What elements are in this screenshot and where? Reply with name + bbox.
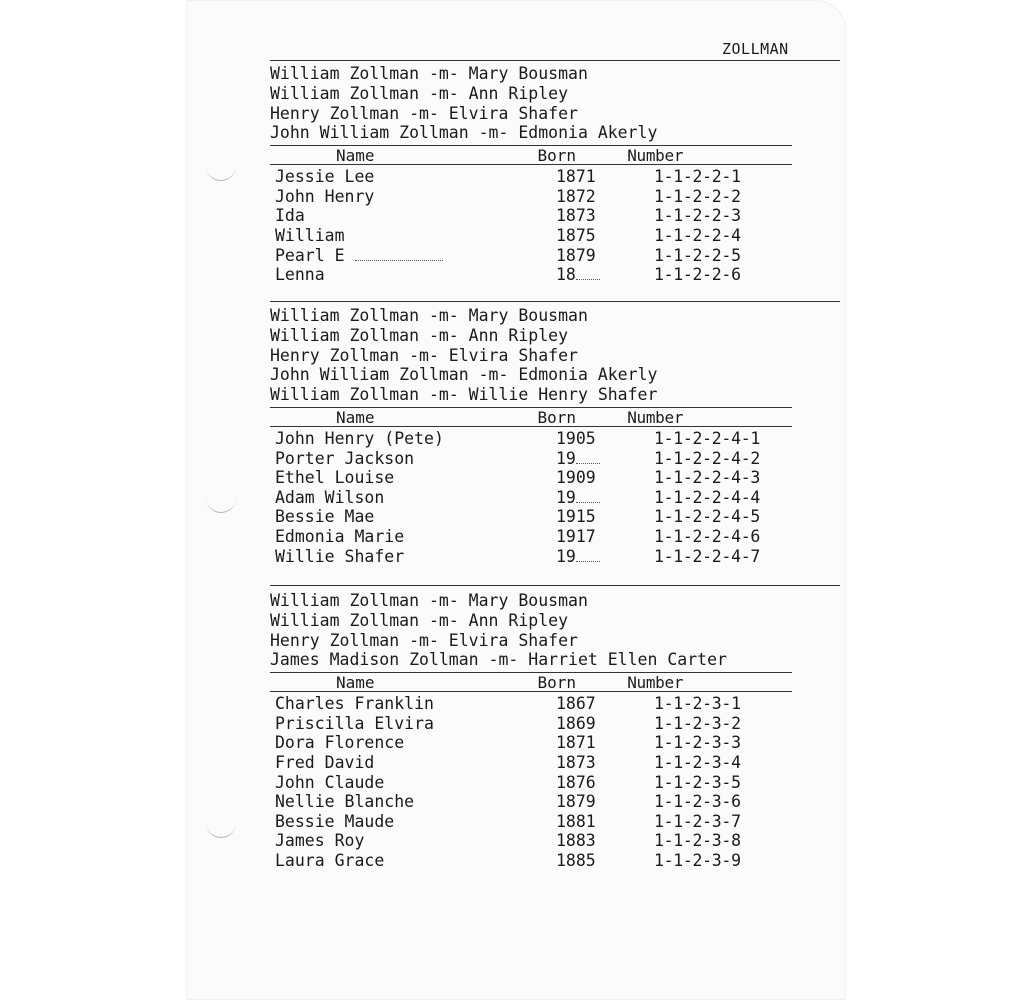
child-born: 1867 (556, 694, 596, 714)
blank-dotted-line (355, 260, 443, 261)
child-name: Jessie Lee (275, 167, 375, 187)
table-row (270, 527, 840, 547)
table-row (270, 507, 840, 527)
child-number: 1-1-2-2-4-2 (654, 448, 760, 468)
lineage-line: William Zollman -m- Ann Ripley (270, 325, 569, 345)
header-born: Born (537, 407, 576, 427)
child-number: 1-1-2-2-2 (654, 186, 741, 206)
child-number: 1-1-2-2-3 (654, 206, 741, 226)
lineage-line: William Zollman -m- Mary Bousman (270, 64, 588, 83)
table-row (270, 429, 840, 449)
table-row (270, 226, 840, 246)
table-row (270, 773, 840, 793)
child-born: 1879 (556, 792, 596, 812)
child-born: 1905 (556, 428, 596, 448)
child-number: 1-1-2-3-6 (654, 792, 741, 812)
table-row (270, 187, 840, 207)
table-row (270, 206, 840, 226)
child-number: 1-1-2-2-4-3 (654, 468, 760, 488)
header-born: Born (537, 673, 576, 693)
table-header (270, 408, 792, 426)
lineage-line: John William Zollman -m- Edmonia Akerly (270, 123, 658, 143)
table-header (270, 146, 792, 164)
child-name: Nellie Blanche (275, 792, 415, 812)
child-born: 1881 (556, 811, 596, 831)
header-number: Number (627, 673, 684, 693)
lineage-list (270, 64, 840, 143)
lineage-line: William Zollman -m- Mary Bousman (270, 306, 588, 325)
child-born: 1872 (556, 186, 596, 206)
child-name: John Claude (275, 772, 385, 792)
child-name: Lenna (275, 265, 325, 285)
table-row (270, 792, 840, 812)
lineage-line: John William Zollman -m- Edmonia Akerly (270, 365, 658, 385)
header-name: Name (336, 407, 375, 427)
child-name: Porter Jackson (275, 448, 415, 468)
child-born: 19 (556, 546, 576, 566)
table-row (270, 851, 840, 871)
header-number: Number (627, 146, 684, 166)
child-born-cell (556, 449, 654, 469)
table-row (270, 733, 840, 753)
child-number: 1-1-2-2-4-1 (654, 428, 760, 448)
child-name-cell (270, 246, 556, 266)
blank-dotted-line (576, 502, 600, 503)
table-row (270, 246, 840, 266)
child-born: 19 (556, 448, 576, 468)
child-name: Bessie Maude (275, 811, 395, 831)
blank-dotted-line (576, 279, 600, 280)
children-table (270, 167, 840, 285)
child-name: Edmonia Marie (275, 526, 405, 546)
table-row (270, 265, 840, 285)
child-number: 1-1-2-3-7 (654, 811, 741, 831)
child-born: 1909 (556, 468, 596, 488)
child-number: 1-1-2-2-1 (654, 167, 741, 187)
table-row (270, 547, 840, 567)
blank-dotted-line (576, 561, 600, 562)
child-born-cell (556, 547, 654, 567)
header-number: Number (627, 407, 684, 427)
lineage-line: James Madison Zollman -m- Harriet Ellen Carter (270, 650, 727, 670)
child-number: 1-1-2-3-2 (654, 713, 741, 733)
child-born: 1873 (556, 206, 596, 226)
table-row (270, 753, 840, 773)
child-number: 1-1-2-2-4 (654, 225, 741, 245)
children-table (270, 429, 840, 566)
child-born-cell (556, 488, 654, 508)
children-table (270, 694, 840, 870)
child-name: Pearl E (275, 245, 345, 265)
child-number: 1-1-2-3-3 (654, 733, 741, 753)
child-name: Ethel Louise (275, 468, 395, 488)
child-born: 1871 (556, 733, 596, 753)
child-name: Bessie Mae (275, 507, 375, 527)
child-number: 1-1-2-2-5 (654, 245, 741, 265)
child-born: 1875 (556, 225, 596, 245)
blank-dotted-line (576, 463, 600, 464)
child-name: Willie Shafer (275, 546, 405, 566)
header-name: Name (336, 146, 375, 166)
lineage-line: Henry Zollman -m- Elvira Shafer (270, 103, 578, 123)
lineage-list (270, 591, 840, 670)
child-name: John Henry (Pete) (275, 428, 444, 448)
lineage-line: Henry Zollman -m- Elvira Shafer (270, 630, 578, 650)
child-number: 1-1-2-2-4-7 (654, 546, 760, 566)
card-surname: ZOLLMAN (722, 40, 789, 58)
table-row (270, 831, 840, 851)
child-number: 1-1-2-2-4-6 (654, 526, 760, 546)
child-born: 1869 (556, 713, 596, 733)
lineage-line: Henry Zollman -m- Elvira Shafer (270, 345, 578, 365)
child-born: 1915 (556, 507, 596, 527)
child-number: 1-1-2-2-4-5 (654, 507, 760, 527)
child-name: Fred David (275, 752, 375, 772)
child-number: 1-1-2-3-8 (654, 831, 741, 851)
family-section (270, 306, 840, 566)
lineage-line: William Zollman -m- Willie Henry Shafer (270, 385, 658, 405)
lineage-list (270, 306, 840, 405)
child-name: Ida (275, 206, 305, 226)
child-number: 1-1-2-2-6 (654, 265, 741, 285)
child-name: Dora Florence (275, 733, 405, 753)
header-rule (270, 60, 840, 61)
table-header (270, 673, 792, 691)
table-row (270, 449, 840, 469)
lineage-line: William Zollman -m- Ann Ripley (270, 83, 569, 103)
child-number: 1-1-2-3-9 (654, 850, 741, 870)
header-name: Name (336, 673, 375, 693)
table-row (270, 488, 840, 508)
section-divider (270, 301, 840, 302)
section-divider (270, 585, 840, 586)
child-name: John Henry (275, 186, 375, 206)
family-section (270, 64, 840, 285)
child-name: Charles Franklin (275, 694, 434, 714)
table-row (270, 468, 840, 488)
family-section (270, 591, 840, 871)
child-name: Adam Wilson (275, 487, 385, 507)
child-number: 1-1-2-3-5 (654, 772, 741, 792)
child-born: 1871 (556, 167, 596, 187)
lineage-line: William Zollman -m- Ann Ripley (270, 610, 569, 630)
child-born: 19 (556, 487, 576, 507)
child-name: Laura Grace (275, 850, 385, 870)
child-born: 1879 (556, 245, 596, 265)
child-number: 1-1-2-3-1 (654, 694, 741, 714)
table-row (270, 694, 840, 714)
child-number: 1-1-2-3-4 (654, 752, 741, 772)
child-born: 1883 (556, 831, 596, 851)
table-row (270, 167, 840, 187)
child-number: 1-1-2-2-4-4 (654, 487, 760, 507)
child-born: 18 (556, 265, 576, 285)
child-born: 1876 (556, 772, 596, 792)
child-name: Priscilla Elvira (275, 713, 434, 733)
lineage-line: William Zollman -m- Mary Bousman (270, 591, 588, 610)
child-born: 1873 (556, 752, 596, 772)
table-row (270, 714, 840, 734)
child-born-cell (556, 265, 654, 285)
header-born: Born (537, 146, 576, 166)
child-name: William (275, 225, 345, 245)
child-born: 1917 (556, 526, 596, 546)
table-row (270, 812, 840, 832)
child-born: 1885 (556, 850, 596, 870)
child-name: James Roy (275, 831, 365, 851)
